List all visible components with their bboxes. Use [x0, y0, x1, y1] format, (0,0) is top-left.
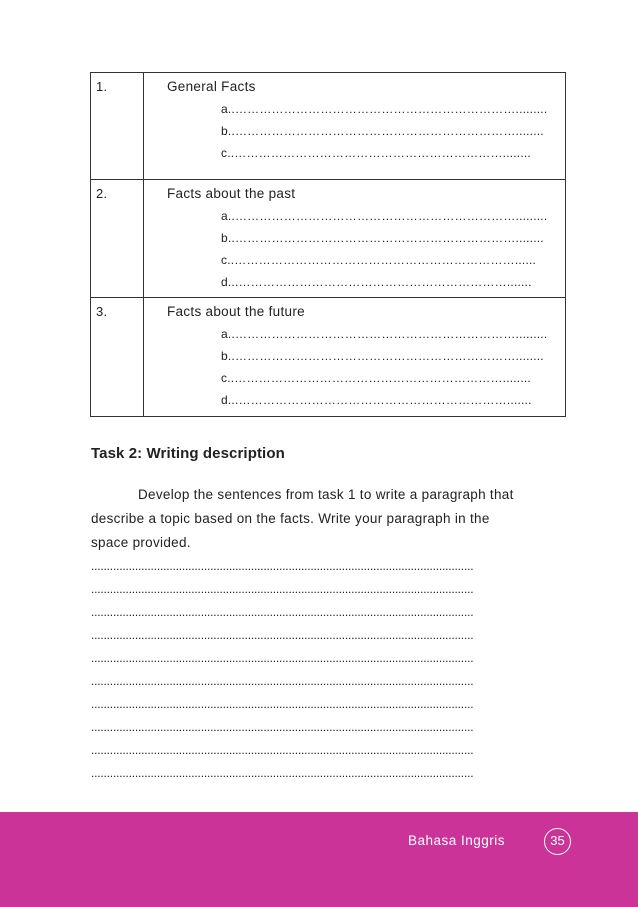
facts-row-future	[91, 297, 565, 416]
instruction-line: describe a topic based on the facts. Write your paragraph in the	[91, 511, 490, 526]
row-content	[144, 73, 565, 179]
row-number: 3.	[91, 298, 144, 416]
facts-row-past	[91, 179, 565, 297]
fact-blank-c[interactable]: c..……………………………………………………………......	[221, 253, 537, 267]
answer-line[interactable]: ..........................................................................................................................	[91, 720, 474, 734]
task-heading: Task 2: Writing description	[91, 445, 285, 462]
answer-line[interactable]: ..........................................................................................................................	[91, 628, 474, 642]
fact-blank-d[interactable]: d...………………………………………………………….......	[221, 393, 532, 407]
task-instructions	[91, 483, 571, 555]
answer-line[interactable]: ..........................................................................................................................	[91, 674, 474, 688]
row-number: 1.	[91, 73, 144, 179]
fact-blank-c[interactable]: c..…………………………………………………………........	[221, 371, 531, 385]
row-title: Facts about the future	[167, 304, 305, 319]
row-content	[144, 298, 565, 416]
row-content	[144, 180, 565, 297]
answer-line[interactable]: ..........................................................................................................................	[91, 582, 474, 596]
fact-blank-c[interactable]: c..…………………………………………………………........	[221, 146, 531, 160]
footer-band	[0, 812, 638, 907]
facts-row-general	[91, 73, 565, 179]
facts-table	[90, 72, 566, 417]
instruction-line: Develop the sentences from task 1 to write a paragraph that	[138, 487, 514, 502]
answer-lines	[91, 556, 566, 786]
answer-line[interactable]: ..........................................................................................................................	[91, 743, 474, 757]
fact-blank-a[interactable]: a..…………………………………………………………….........	[221, 102, 548, 116]
fact-blank-b[interactable]: b..……………………………………………………………........	[221, 124, 544, 138]
fact-blank-b[interactable]: b..……………………………………………………………........	[221, 231, 544, 245]
row-title: Facts about the past	[167, 186, 296, 201]
answer-line[interactable]: ..........................................................................................................................	[91, 697, 474, 711]
footer-subject: Bahasa Inggris	[408, 833, 506, 848]
answer-line[interactable]: ..........................................................................................................................	[91, 559, 474, 573]
answer-line[interactable]: ..........................................................................................................................	[91, 651, 474, 665]
answer-line[interactable]: ..........................................................................................................................	[91, 766, 474, 780]
instruction-line: space provided.	[91, 535, 191, 550]
row-title: General Facts	[167, 79, 256, 94]
fact-blank-d[interactable]: d...………………………………………………………….......	[221, 275, 532, 289]
fact-blank-a[interactable]: a..…………………………………………………………….........	[221, 209, 548, 223]
fact-blank-a[interactable]: a..…………………………………………………………….........	[221, 327, 548, 341]
fact-blank-b[interactable]: b..……………………………………………………………........	[221, 349, 544, 363]
answer-line[interactable]: ..........................................................................................................................	[91, 605, 474, 619]
row-number: 2.	[91, 180, 144, 297]
page-number-badge: 35	[544, 828, 571, 855]
